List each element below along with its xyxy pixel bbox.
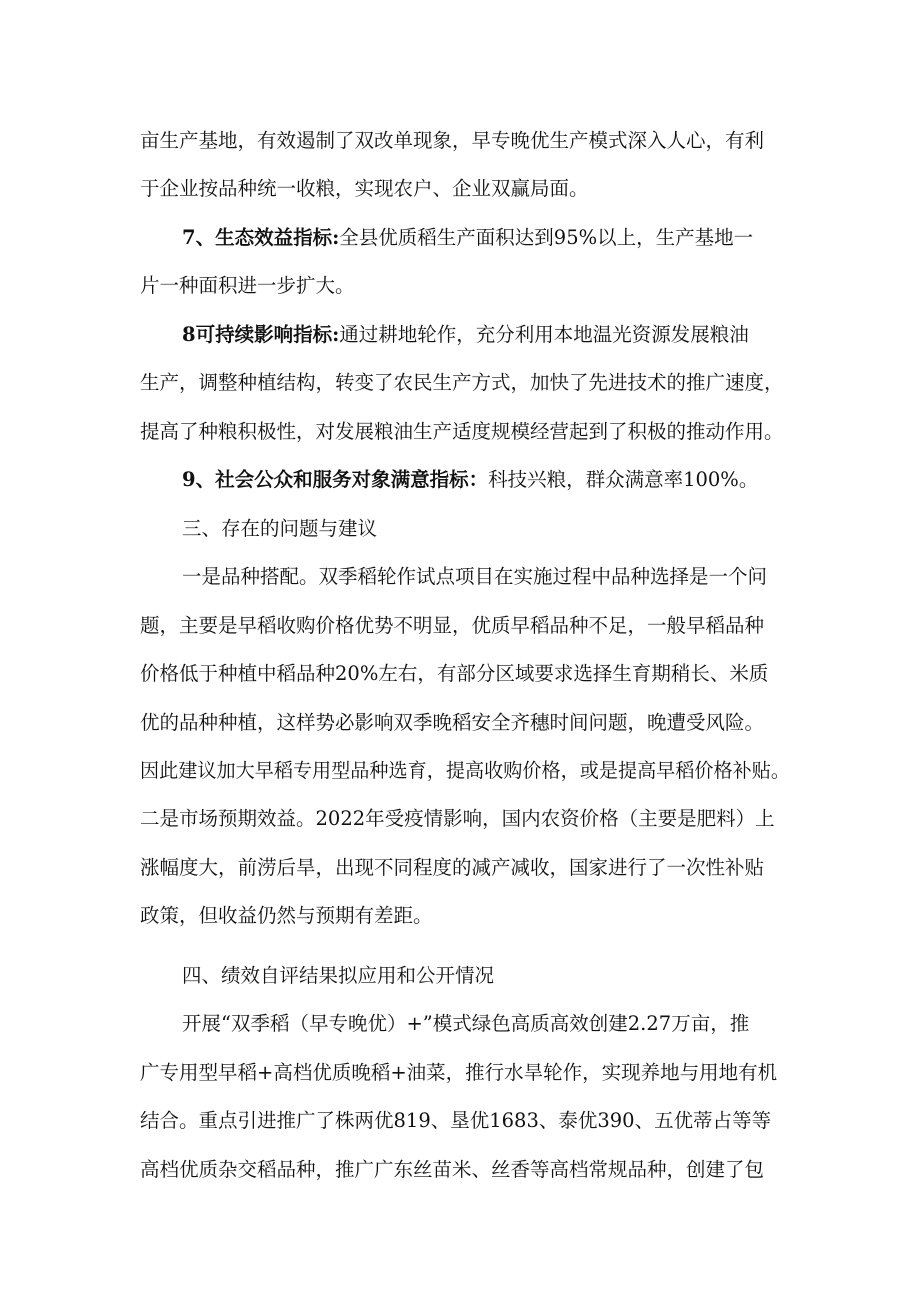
indicator-7-heading: 7、生态效益指标: [182, 226, 340, 249]
text-line-16: 涨幅度大，前涝后旱，出现不同程度的减产减收，国家进行了一次性补贴 [140, 856, 765, 879]
indicator-9-heading: 9、社会公众和服务对象满意指标： [182, 468, 489, 491]
indicator-8-heading: 8可持续影响指标: [182, 323, 340, 346]
indicator-9-paragraph [182, 467, 758, 493]
text-line-2: 于企业按品种统一收粮，实现农户、企业双赢局面。 [140, 177, 589, 200]
text-line-10: 一是品种搭配。双季稻轮作试点项目在实施过程中品种选择是一个问 [182, 565, 768, 588]
text-line-1: 亩生产基地，有效遏制了双改单现象，早专晚优生产模式深入人心，有利 [140, 129, 765, 152]
indicator-8-text: 通过耕地轮作，充分利用本地温光资源发展粮油 [339, 323, 749, 346]
text-line-19: 开展“双季稻（早专晚优）+”模式绿色高质高效创建2.27万亩，推 [182, 1012, 750, 1035]
text-line-7: 提高了种粮积极性，对发展粮油生产适度规模经营起到了积极的推动作用。 [140, 420, 784, 443]
indicator-7-text-a: 全县优质稻 [339, 226, 437, 249]
text-line-14: 因此建议加大早稻专用型品种选育，提高收购价格，或是提高早稻价格补贴。 [140, 759, 791, 782]
text-line-22: 高档优质杂交稻品种，推广广东丝苗米、丝香等高档常规品种，创建了包 [140, 1158, 765, 1181]
text-line-11: 题，主要是早稻收购价格优势不明显，优质早稻品种不足，一般早稻品种 [140, 614, 765, 637]
text-line-20: 广专用型早稻+高档优质晚稻+油菜，推行水旱轮作，实现养地与用地有机 [140, 1061, 778, 1084]
text-line-13: 优的品种种植，这样势必影响双季晚稻安全齐穗时间问题，晚遭受风险。 [140, 711, 765, 734]
indicator-9-text: 科技兴粮，群众满意率100%。 [488, 468, 759, 491]
indicator-7-paragraph [182, 225, 753, 251]
text-line-21: 结合。重点引进推广了株两优819、垦优1683、泰优390、五优蒂占等等 [140, 1109, 772, 1132]
indicator-8-paragraph [182, 322, 749, 348]
section-4-heading: 四、绩效自评结果拟应用和公开情况 [182, 964, 495, 987]
text-line-4: 片一种面积进一步扩大。 [140, 274, 355, 297]
indicator-7-text-b: 生产面积达到95%以上，生产基地一 [436, 226, 754, 249]
text-line-15: 二是市场预期效益。2022年受疫情影响，国内农资价格（主要是肥料）上 [140, 807, 775, 830]
section-3-heading: 三、存在的问题与建议 [182, 517, 378, 540]
text-line-17: 政策，但收益仍然与预期有差距。 [140, 904, 433, 927]
text-line-12: 价格低于种植中稻品种20%左右，有部分区域要求选择生育期稍长、米质 [140, 662, 769, 685]
text-line-6: 生产，调整种植结构，转变了农民生产方式，加快了先进技术的推广速度， [140, 371, 784, 394]
